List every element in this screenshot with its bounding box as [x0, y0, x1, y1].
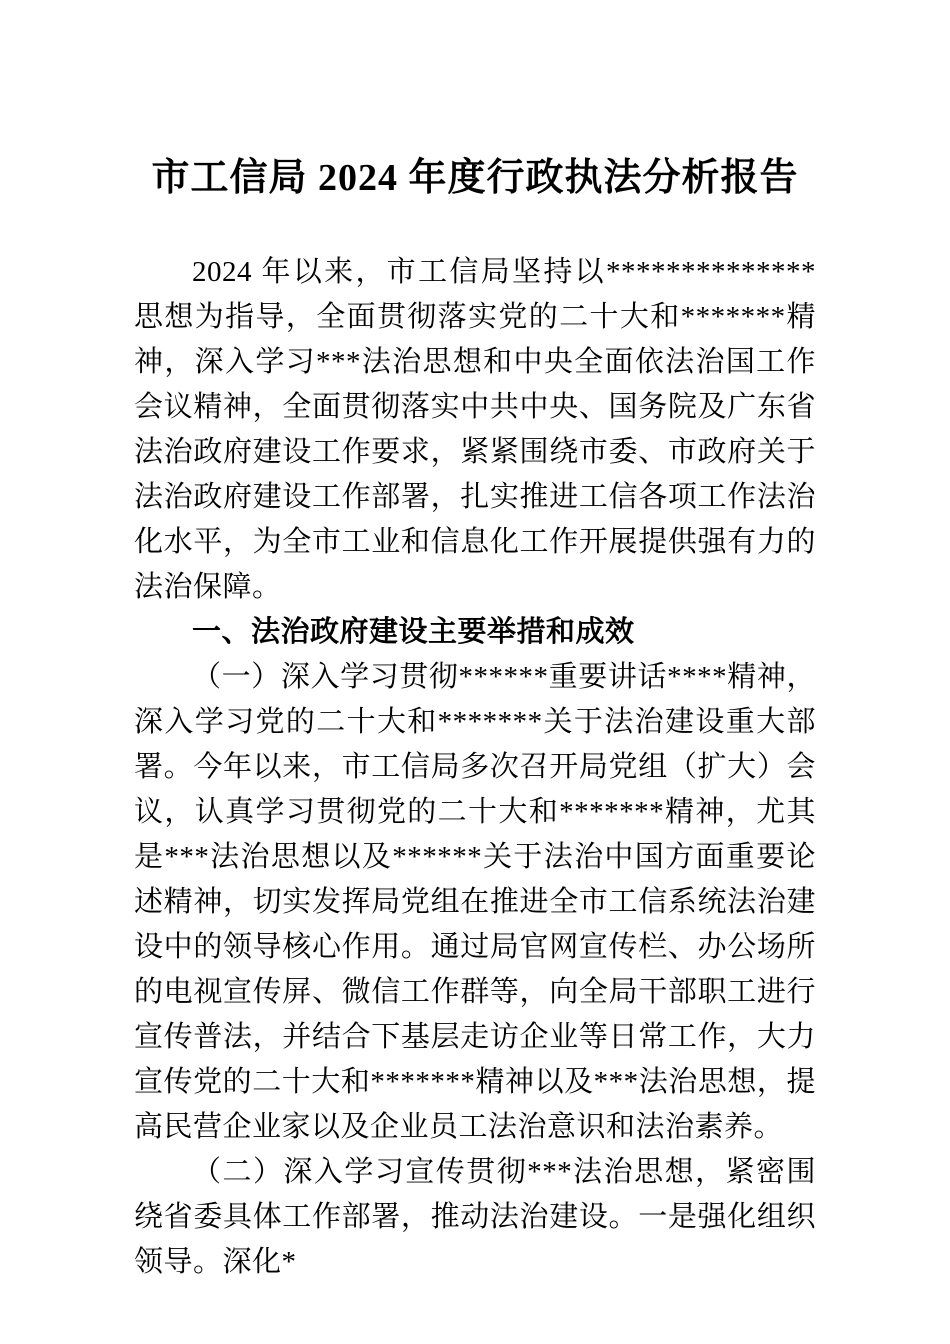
document-content: [134, 0, 816, 1285]
paragraph-point-1: （一）深入学习贯彻******重要讲话****精神，深入学习党的二十大和*******关于法治建设重大部署。今年以来，市工信局多次召开局党组（扩大）会议，认真学习贯彻党的二十大和*******精神，尤其是***法治思想以及******关于法治中国方面重要论述精神，切实发挥局党组在推进全市工信系统法治建设中的领导核心作用。通过局官网宣传栏、办公场所的电视宣传屏、微信工作群等，向全局干部职工进行宣传普法，并结合下基层走访企业等日常工作，大力宣传党的二十大和*******精神以及***法治思想，提高民营企业家以及企业员工法治意识和法治素养。: [134, 661, 816, 1143]
paragraph-point-2: （二）深入学习宣传贯彻***法治思想，紧密围绕省委具体工作部署，推动法治建设。一是强化组织领导。深化*: [134, 1156, 816, 1278]
document-title: 市工信局 2024 年度行政执法分析报告: [151, 157, 799, 199]
section-heading-1: 一、法治政府建设主要举措和成效: [192, 616, 635, 648]
paragraph-introduction: 2024 年以来，市工信局坚持以**************思想为指导，全面贯彻落实党的二十大和*******精神，深入学习***法治思想和中央全面依法治国工作会议精神，全面贯彻落实中共中央、国务院及广东省法治政府建设工作要求，紧紧围绕市委、市政府关于法治政府建设工作部署，扎实推进工信各项工作法治化水平，为全市工业和信息化工作开展提供强有力的法治保障。: [134, 256, 816, 603]
